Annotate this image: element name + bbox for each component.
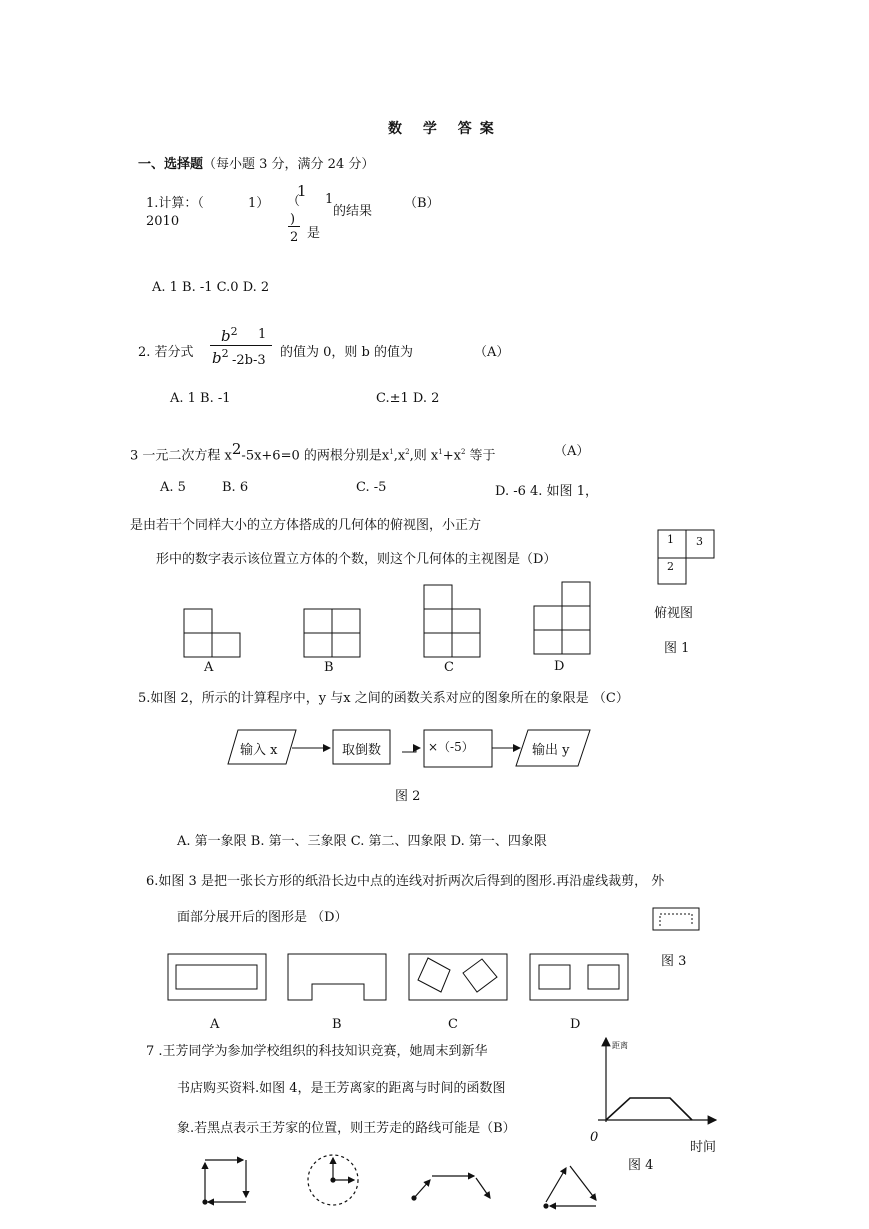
- q6-label-c: C: [448, 1017, 458, 1032]
- q6-label-a: A: [210, 1017, 220, 1032]
- q2-den-rest: -2b-3: [232, 353, 266, 368]
- q6-label-b: B: [332, 1017, 342, 1032]
- q3-sub4: 2: [460, 448, 466, 456]
- q3-option-d: D. -6 4. 如图 1，: [495, 484, 598, 499]
- q2-num-base: b: [221, 327, 231, 345]
- q3-sub1: 1: [389, 448, 394, 456]
- section-heading-label: 一、选择题: [138, 157, 204, 172]
- flow-reciprocal-label: 取倒数: [342, 743, 382, 758]
- q2-options-ab: A. 1 B. -1: [170, 391, 231, 406]
- route-c-path: [412, 1176, 490, 1200]
- q1-frac-paren: ): [290, 212, 296, 227]
- top-view-num-3: 3: [696, 535, 703, 548]
- q1-prefix: 1.计算：（: [146, 196, 204, 211]
- figure-3-caption: 图 3: [661, 954, 687, 969]
- q3-mid: ,x: [393, 448, 406, 464]
- q3-sub3: 1: [438, 448, 443, 456]
- q1-answer: （B）: [404, 196, 440, 211]
- q4-label-c: C: [444, 660, 454, 675]
- q1-is: 是: [307, 226, 321, 241]
- q6-label-d: D: [570, 1017, 581, 1032]
- top-view-caption: 俯视图: [654, 606, 694, 621]
- q2-suffix: 的值为 0，则 b 的值为: [280, 345, 413, 360]
- q3-then: ,则 x: [409, 448, 439, 464]
- figure-4-caption: 图 4: [628, 1158, 654, 1173]
- q7-line1: 7 .王芳同学为参加学校组织的科技知识竞赛，她周末到新华: [146, 1044, 488, 1059]
- top-view-num-1: 1: [667, 533, 674, 546]
- q3-option-b: B. 6: [222, 480, 249, 495]
- q7-line2: 书店购买资料.如图 4，是王芳离家的距离与时间的函数图: [177, 1081, 506, 1096]
- flow-input-label: 输入 x: [240, 743, 278, 758]
- q7-line3: 象.若黑点表示王芳家的位置，则王芳走的路线可能是（B）: [177, 1121, 516, 1136]
- q5-options: A. 第一象限 B. 第一、三象限 C. 第二、四象限 D. 第一、四象限: [177, 834, 547, 849]
- q4-line2: 形中的数字表示该位置立方体的个数，则这个几何体的主视图是（D）: [156, 552, 557, 567]
- flow-multiply-label: ×（-5）: [428, 740, 474, 754]
- q3-sub2: 2: [405, 448, 410, 456]
- graph-xlabel: 时间: [690, 1140, 717, 1155]
- figure-1-caption: 图 1: [664, 641, 690, 656]
- q3-rest: -5x+6=0 的两根分别是x: [241, 448, 390, 464]
- q3-end: 等于: [465, 448, 496, 464]
- q4-label-a: A: [204, 660, 214, 675]
- q2-num-sup: 2: [230, 325, 238, 338]
- q1-year: 2010: [146, 214, 180, 229]
- section-heading-note: （每小题 3 分，满分 24 分）: [203, 157, 375, 172]
- q1-top2: 1: [325, 192, 334, 207]
- flow-output-label: 输出 y: [532, 743, 570, 758]
- q6-line2: 面部分展开后的图形是 （D）: [177, 910, 348, 925]
- q1-open: （: [287, 194, 301, 209]
- q3-prefix: 3 一元二次方程 x: [130, 448, 232, 464]
- q1-top1: 1: [297, 182, 307, 200]
- q1-one: 1）: [248, 196, 270, 211]
- q3-option-c: C. -5: [356, 480, 387, 495]
- route-a-square: [203, 1160, 246, 1204]
- q4-line1: 是由若干个同样大小的立方体搭成的几何体的俯视图，小正方: [130, 518, 482, 533]
- q4-label-b: B: [324, 660, 334, 675]
- route-d-triangle: [544, 1166, 596, 1208]
- graph-origin: 0: [590, 1130, 599, 1145]
- q1-frac-den: 2: [290, 230, 299, 245]
- graph-ylabel: 距离: [612, 1041, 628, 1050]
- q6-line1: 6.如图 3 是把一张长方形的纸沿长边中点的连线对折两次后得到的图形.再沿虚线裁剪， 外: [146, 874, 665, 889]
- q2-prefix: 2. 若分式: [138, 345, 194, 360]
- q2-options-cd: C.±1 D. 2: [376, 391, 440, 406]
- top-view-num-2: 2: [667, 560, 674, 573]
- q3-plus: +x: [442, 448, 461, 464]
- q3-sup: 2: [231, 440, 242, 458]
- q1-options: A. 1 B. -1 C.0 D. 2: [152, 280, 270, 295]
- q2-num-rest: 1: [258, 327, 267, 342]
- route-b-circle: [308, 1155, 358, 1205]
- q1-result: 的结果: [333, 204, 373, 219]
- figure-2-caption: 图 2: [395, 789, 421, 804]
- q4-label-d: D: [554, 659, 565, 674]
- q2-den-base: b: [212, 349, 222, 367]
- q5-text: 5.如图 2，所示的计算程序中，y 与x 之间的函数关系对应的图象所在的象限是 （C）: [138, 691, 629, 706]
- q2-answer: （A）: [474, 345, 510, 360]
- q3-answer: （A）: [554, 444, 590, 459]
- page-title: 数 学 答案: [388, 121, 502, 137]
- q3-option-a: A. 5: [160, 480, 186, 495]
- q2-den-sup: 2: [221, 347, 229, 360]
